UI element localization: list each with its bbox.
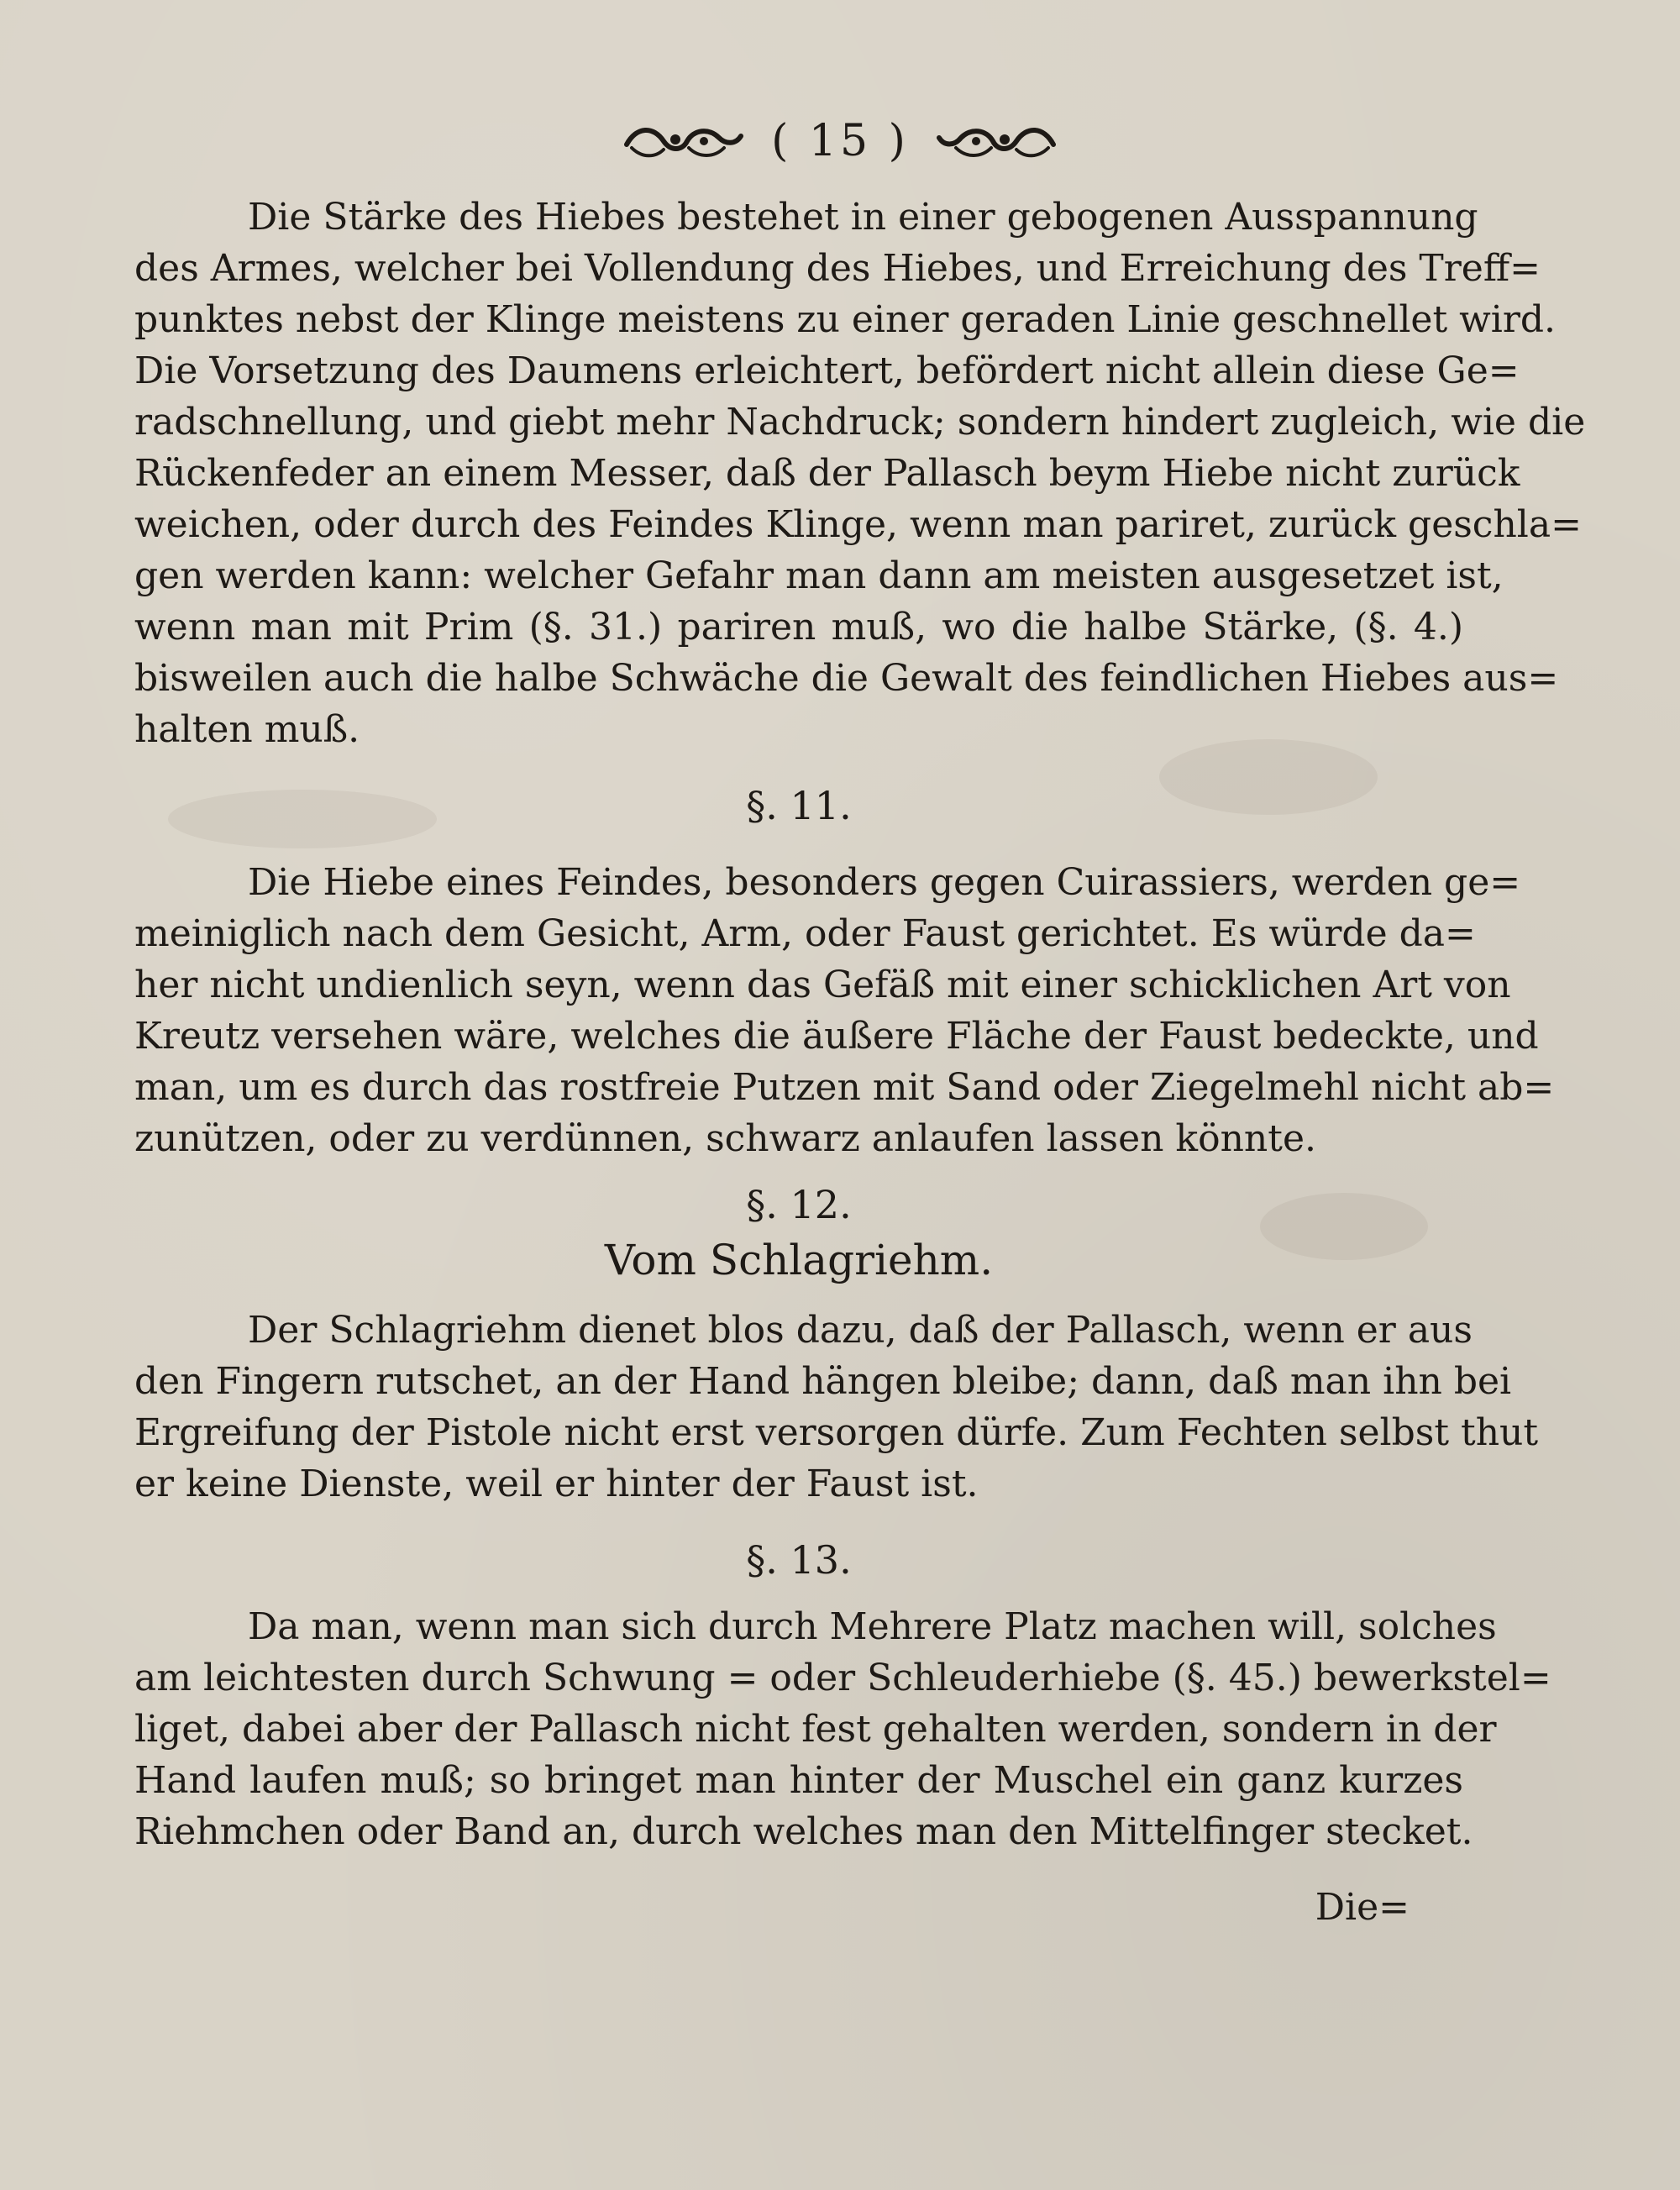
paragraph (134, 857, 1555, 1164)
text-line: des Armes, welcher bei Vollendung des Hiebes, und Erreichung des Treff= (134, 247, 1541, 290)
text-line: Die Vorsetzung des Daumens erleichtert, befördert nicht allein diese Ge= (134, 349, 1520, 392)
text-line: punktes nebst der Klinge meistens zu einer geraden Linie geschnellet wird. (134, 298, 1557, 341)
page-header (0, 99, 1680, 183)
paragraph (134, 1305, 1539, 1510)
text-line: wenn man mit Prim (§. 31.) pariren muß, wo die halbe Stärke, (§. 4.) (134, 606, 1463, 649)
section-number: §. 12. (746, 1182, 852, 1227)
section-number: §. 11. (746, 783, 852, 828)
text-line: Die Hiebe eines Feindes, besonders gegen Cuirassiers, werden ge= (248, 861, 1521, 904)
paragraph (134, 1601, 1551, 1857)
catchword: Die= (1315, 1886, 1410, 1929)
text-line: Riehmchen oder Band an, durch welches man den Mittelfinger stecket. (134, 1810, 1473, 1853)
text-line: Rückenfeder an einem Messer, daß der Pallasch beym Hiebe nicht zurück (134, 452, 1520, 495)
text-line: man, um es durch das rostfreie Putzen mit Sand oder Ziegelmehl nicht ab= (134, 1066, 1555, 1109)
text-line: weichen, oder durch des Feindes Klinge, wenn man pariret, zurück geschla= (134, 503, 1582, 546)
text-line: gen werden kann: welcher Gefahr man dann am meisten ausgesetzet ist, (134, 554, 1504, 597)
section-heading: Vom Schlagriehm. (604, 1236, 994, 1284)
text-line: bisweilen auch die halbe Schwäche die Gewalt des feindlichen Hiebes aus= (134, 657, 1559, 700)
text-line: Die Stärke des Hiebes bestehet in einer gebogenen Ausspannung (248, 196, 1478, 239)
page-number: ( 15 ) (771, 116, 909, 166)
text-line: er keine Dienste, weil er hinter der Faust ist. (134, 1463, 979, 1505)
text-line: Hand laufen muß; so bringet man hinter der Muschel ein ganz kurzes (134, 1759, 1463, 1802)
text-line: radschnellung, und giebt mehr Nachdruck; sondern hindert zugleich, wie die (134, 401, 1586, 444)
text-line: Ergreifung der Pistole nicht erst versorgen dürfe. Zum Fechten selbst thut (134, 1411, 1539, 1454)
text-line: den Fingern rutschet, an der Hand hängen bleibe; dann, daß man ihn bei (134, 1360, 1512, 1403)
text-line: meiniglich nach dem Gesicht, Arm, oder Faust gerichtet. Es würde da= (134, 912, 1476, 955)
body-text (134, 192, 1586, 1857)
right-ornament-icon (934, 116, 1060, 166)
text-line: Der Schlagriehm dienet blos dazu, daß der Pallasch, wenn er aus (248, 1309, 1473, 1352)
text-line: her nicht undienlich seyn, wenn das Gefäß mit einer schicklichen Art von (134, 964, 1511, 1006)
left-ornament-icon (620, 116, 746, 166)
text-line: zunützen, oder zu verdünnen, schwarz anlaufen lassen könnte. (134, 1117, 1316, 1160)
text-line: Kreutz versehen wäre, welches die äußere Fläche der Faust bedeckte, und (134, 1015, 1539, 1058)
text-line: am leichtesten durch Schwung = oder Schleuderhiebe (§. 45.) bewerkstel= (134, 1657, 1551, 1699)
paragraph (134, 192, 1586, 755)
text-line: liget, dabei aber der Pallasch nicht fest gehalten werden, sondern in der (134, 1708, 1497, 1751)
text-line: halten muß. (134, 708, 360, 751)
section-number: §. 13. (746, 1537, 852, 1583)
text-line: Da man, wenn man sich durch Mehrere Platz machen will, solches (248, 1605, 1497, 1648)
